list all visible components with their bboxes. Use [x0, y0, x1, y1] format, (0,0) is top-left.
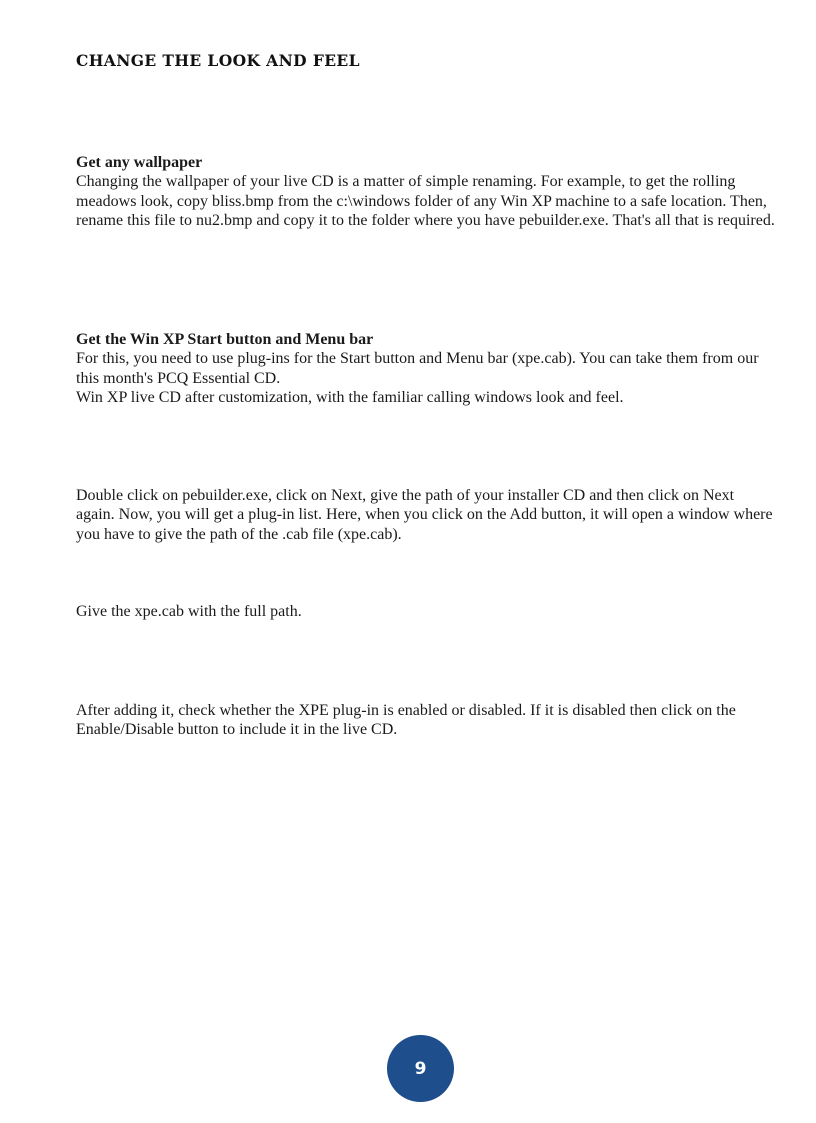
section-wallpaper [76, 153, 776, 230]
paragraph-pebuilder-text: Double click on pebuilder.exe, click on Next, give the path of your installer CD and then click on Next again. Now, you will get a plug-in list. Here, when you click on the Add button, it will open a window where you have to give the path of the .cab file (xpe.cab). [76, 487, 773, 543]
section-start-button [76, 330, 776, 407]
section-start-button-body: For this, you need to use plug-ins for the Start button and Menu bar (xpe.cab). You can take them from our this month's PCQ Essential CD. [76, 350, 759, 387]
section-start-button-title: Get the Win XP Start button and Menu bar [76, 331, 374, 348]
paragraph-give-path-text: Give the xpe.cab with the full path. [76, 603, 302, 620]
section-start-button-caption: Win XP live CD after customization, with the familiar calling windows look and feel. [76, 388, 624, 406]
page-title: CHANGE THE LOOK AND FEEL [76, 51, 360, 70]
paragraph-enable-text: After adding it, check whether the XPE plug-in is enabled or disabled. If it is disabled then click on the Enable/Disable button to include it in the live CD. [76, 702, 736, 739]
paragraph-enable [76, 701, 776, 740]
section-wallpaper-body: Changing the wallpaper of your live CD is a matter of simple renaming. For example, to get the rolling meadows look, copy bliss.bmp from the c:\windows folder of any Win XP machine to a safe location. Then, rename this file to nu2.bmp and copy it to the folder where you have pebuilder.exe. That's all that is required. [76, 173, 775, 229]
paragraph-give-path [76, 602, 776, 621]
paragraph-pebuilder [76, 486, 776, 544]
section-wallpaper-title: Get any wallpaper [76, 154, 203, 171]
page-number-badge: 9 [387, 1035, 454, 1102]
